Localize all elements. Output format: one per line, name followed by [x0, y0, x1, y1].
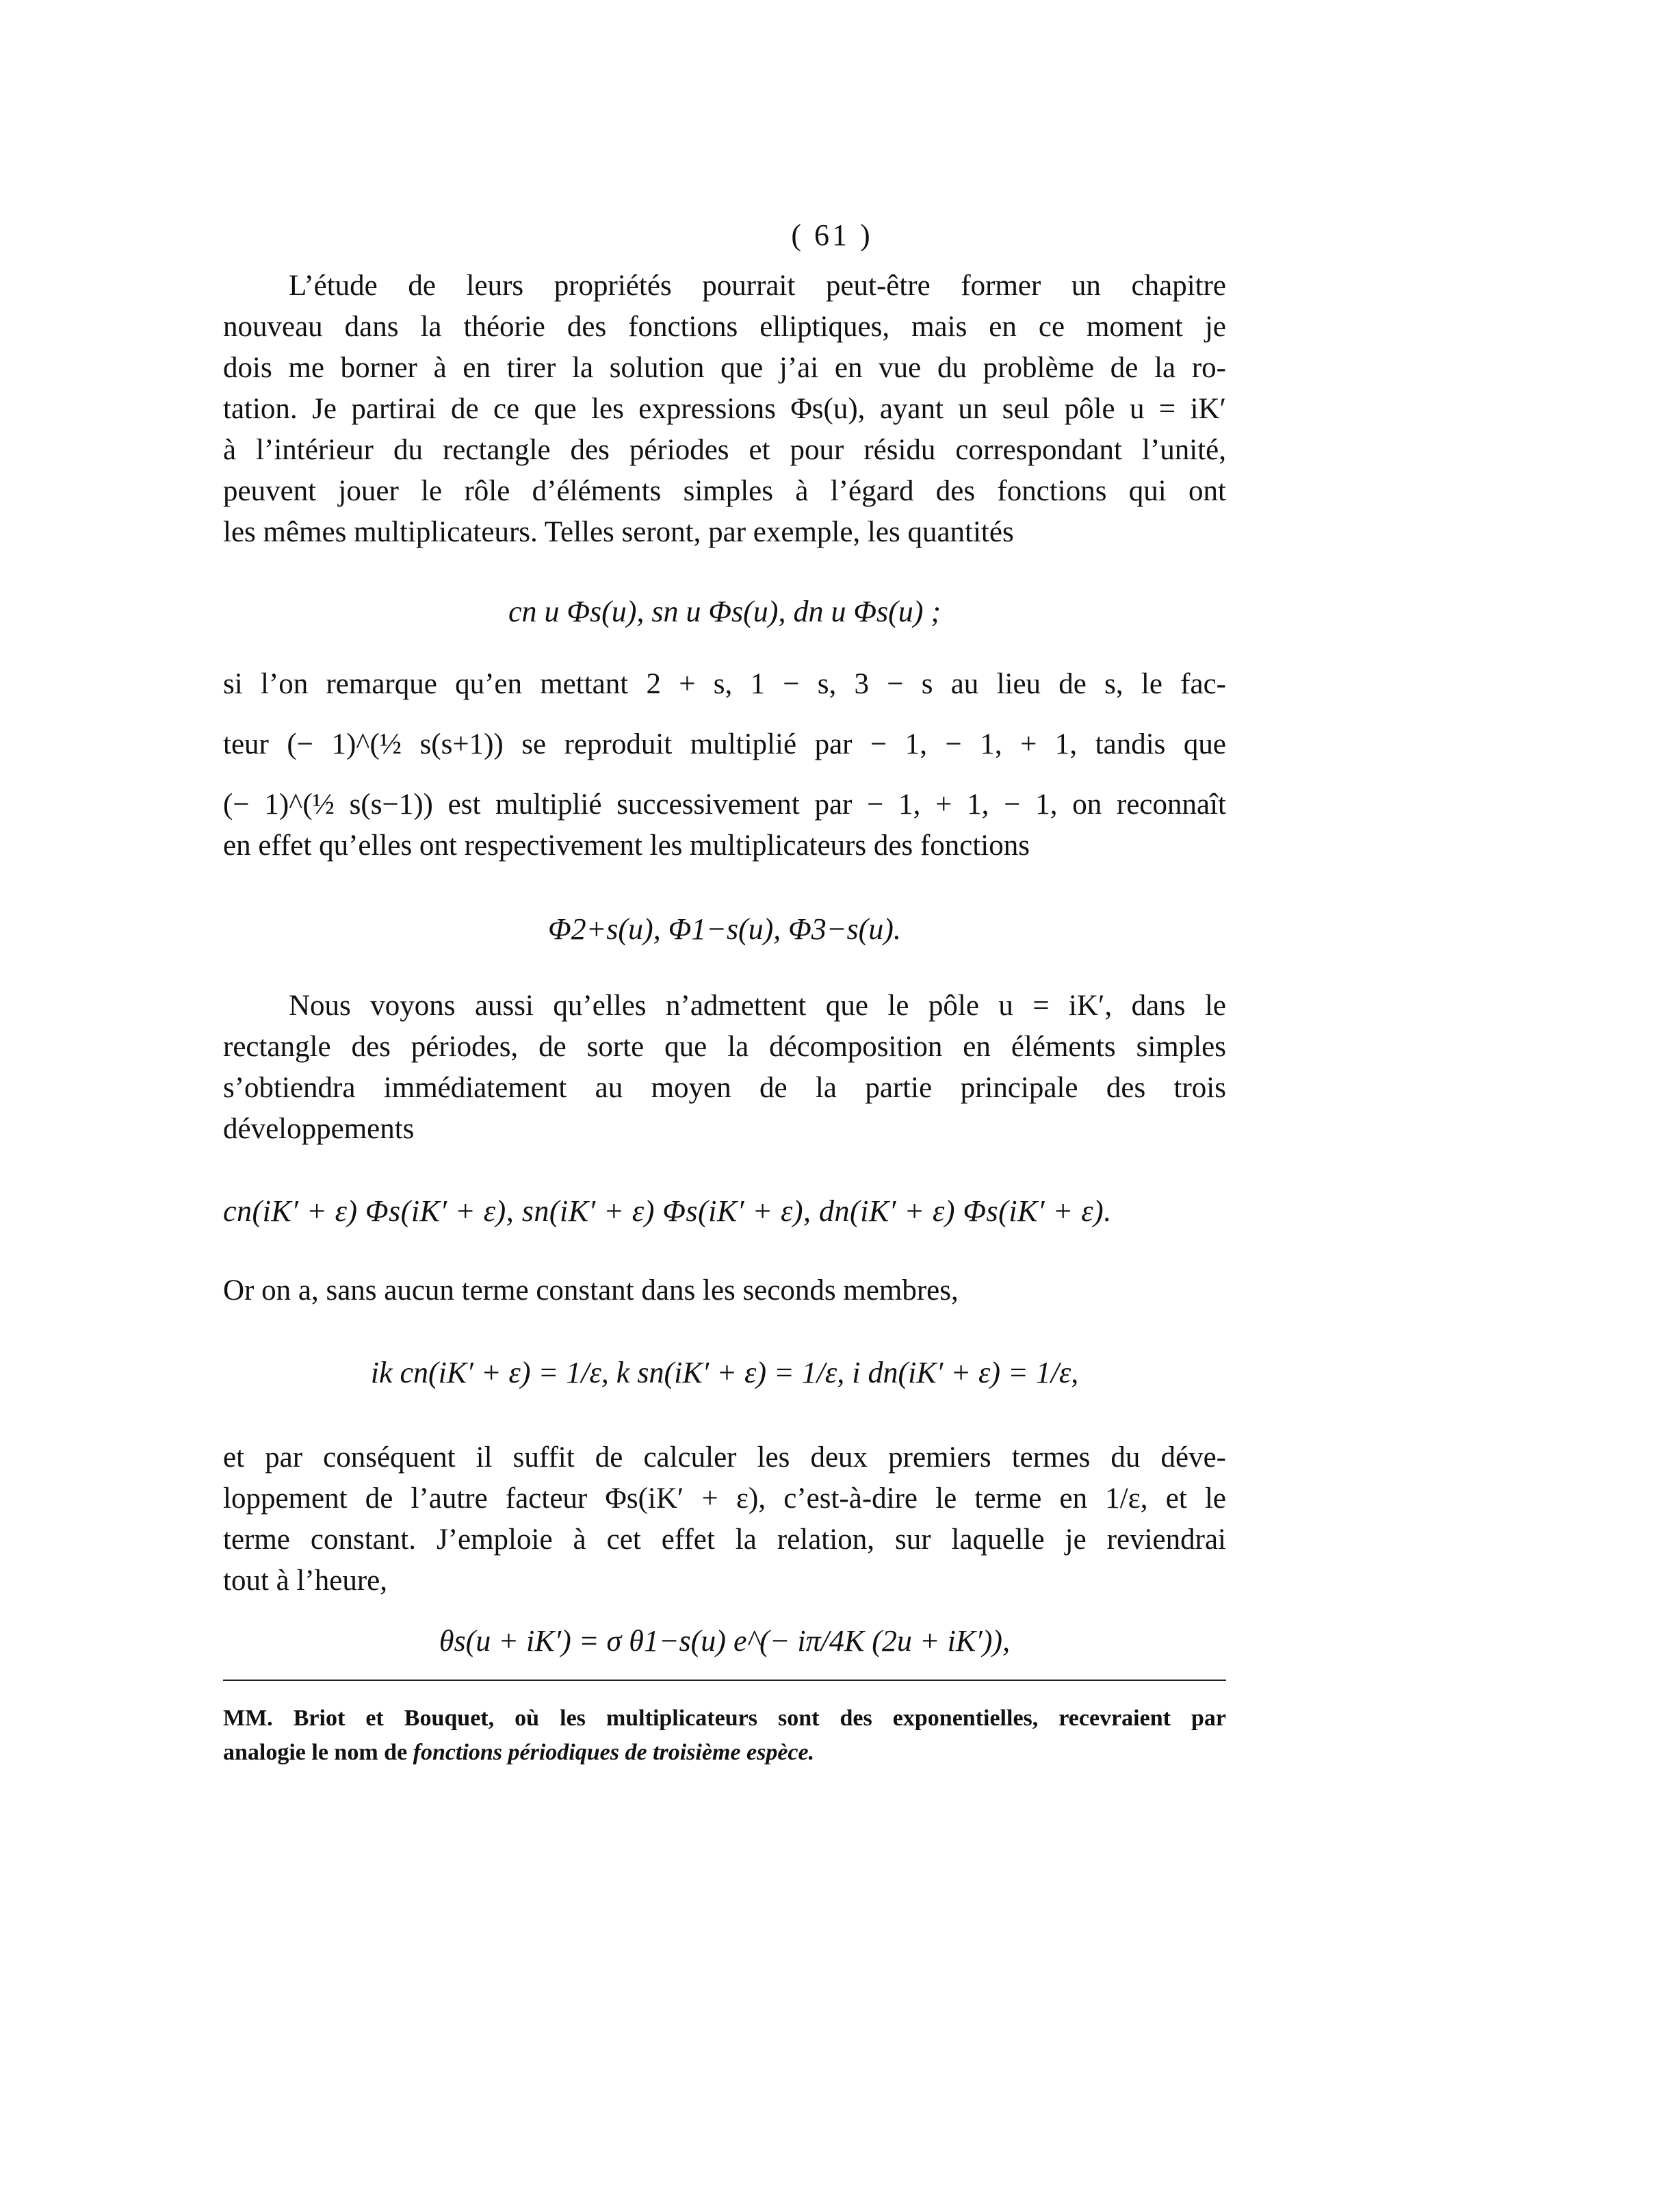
text-line: L’étude de leurs propriétés pourrait peut-être former un chapitre [289, 270, 1226, 302]
text-line: tation. Je partirai de ce que les expressions Φs(u), ayant un seul pôle u = iK′ [223, 393, 1226, 425]
text-line: à l’intérieur du rectangle des périodes et pour résidu correspondant l’unité, [223, 434, 1226, 466]
footnote-text: analogie le nom de [223, 1740, 413, 1765]
text-line: en effet qu’elles ont respectivement les multiplicateurs des fonctions [223, 830, 1030, 862]
text-line: peuvent jouer le rôle d’éléments simples à l’égard des fonctions qui ont [223, 475, 1226, 507]
text-line: (− 1)^(½ s(s−1)) est multiplié successivement par − 1, + 1, − 1, on reconnaît [223, 788, 1226, 821]
text-line: si l’on remarque qu’en mettant 2 + s, 1 − s, 3 − s au lieu de s, le fac- [223, 668, 1226, 700]
page-number: ( 61 ) [791, 218, 873, 252]
formula-cn-sn-dn: cn u Φs(u), sn u Φs(u), dn u Φs(u) ; [508, 595, 941, 628]
text-line: les mêmes multiplicateurs. Telles seront, par exemple, les quantités [223, 516, 1014, 548]
text-line: s’obtiendra immédiatement au moyen de la partie principale des trois [223, 1072, 1226, 1104]
text-line: nouveau dans la théorie des fonctions elliptiques, mais en ce moment je [223, 311, 1226, 343]
paragraph-4 [223, 1270, 1226, 1311]
text-line: Or on a, sans aucun terme constant dans les seconds membres, [223, 1274, 959, 1307]
formula-developments: cn(iK′ + ε) Φs(iK′ + ε), sn(iK′ + ε) Φs(iK′ + ε), dn(iK′ + ε) Φs(iK′ + ε). [223, 1194, 1112, 1228]
text-line: teur (− 1)^(½ s(s+1)) se reproduit multiplié par − 1, − 1, + 1, tandis que [223, 728, 1226, 760]
text-line: loppement de l’autre facteur Φs(iK′ + ε), c’est-à-dire le terme en 1/ε, et le [223, 1482, 1226, 1515]
footnote [223, 1701, 1226, 1770]
footnote-italic-text: fonctions périodiques de troisième espèce. [413, 1740, 815, 1765]
footnote-line: MM. Briot et Bouquet, où les multiplicateurs sont des exponentielles, recevraient par [223, 1706, 1226, 1731]
paragraph-3 [223, 986, 1226, 1150]
text-line: développements [223, 1113, 415, 1145]
footnote-divider [223, 1680, 1226, 1681]
text-line: tout à l’heure, [223, 1565, 387, 1597]
formula-theta-relation: θs(u + iK′) = σ θ1−s(u) e^(− iπ/4K (2u + iK′)), [439, 1624, 1011, 1658]
paragraph-1 [223, 266, 1226, 553]
footnote-line [223, 1736, 1226, 1770]
text-line: Nous voyons aussi qu’elles n’admettent que le pôle u = iK′, dans le [289, 990, 1226, 1022]
text-line: et par conséquent il suffit de calculer les deux premiers termes du déve- [223, 1441, 1226, 1474]
formula-phi-functions: Φ2+s(u), Φ1−s(u), Φ3−s(u). [548, 912, 901, 946]
formula-residues: ik cn(iK′ + ε) = 1/ε, k sn(iK′ + ε) = 1/ε, i dn(iK′ + ε) = 1/ε, [370, 1356, 1079, 1389]
text-line: terme constant. J’emploie à cet effet la relation, sur laquelle je reviendrai [223, 1523, 1226, 1556]
text-line: dois me borner à en tirer la solution que j’ai en vue du problème de la ro- [223, 352, 1226, 384]
paragraph-2 [223, 664, 1226, 866]
text-line: rectangle des périodes, de sorte que la décomposition en éléments simples [223, 1031, 1226, 1063]
paragraph-5 [223, 1437, 1226, 1602]
